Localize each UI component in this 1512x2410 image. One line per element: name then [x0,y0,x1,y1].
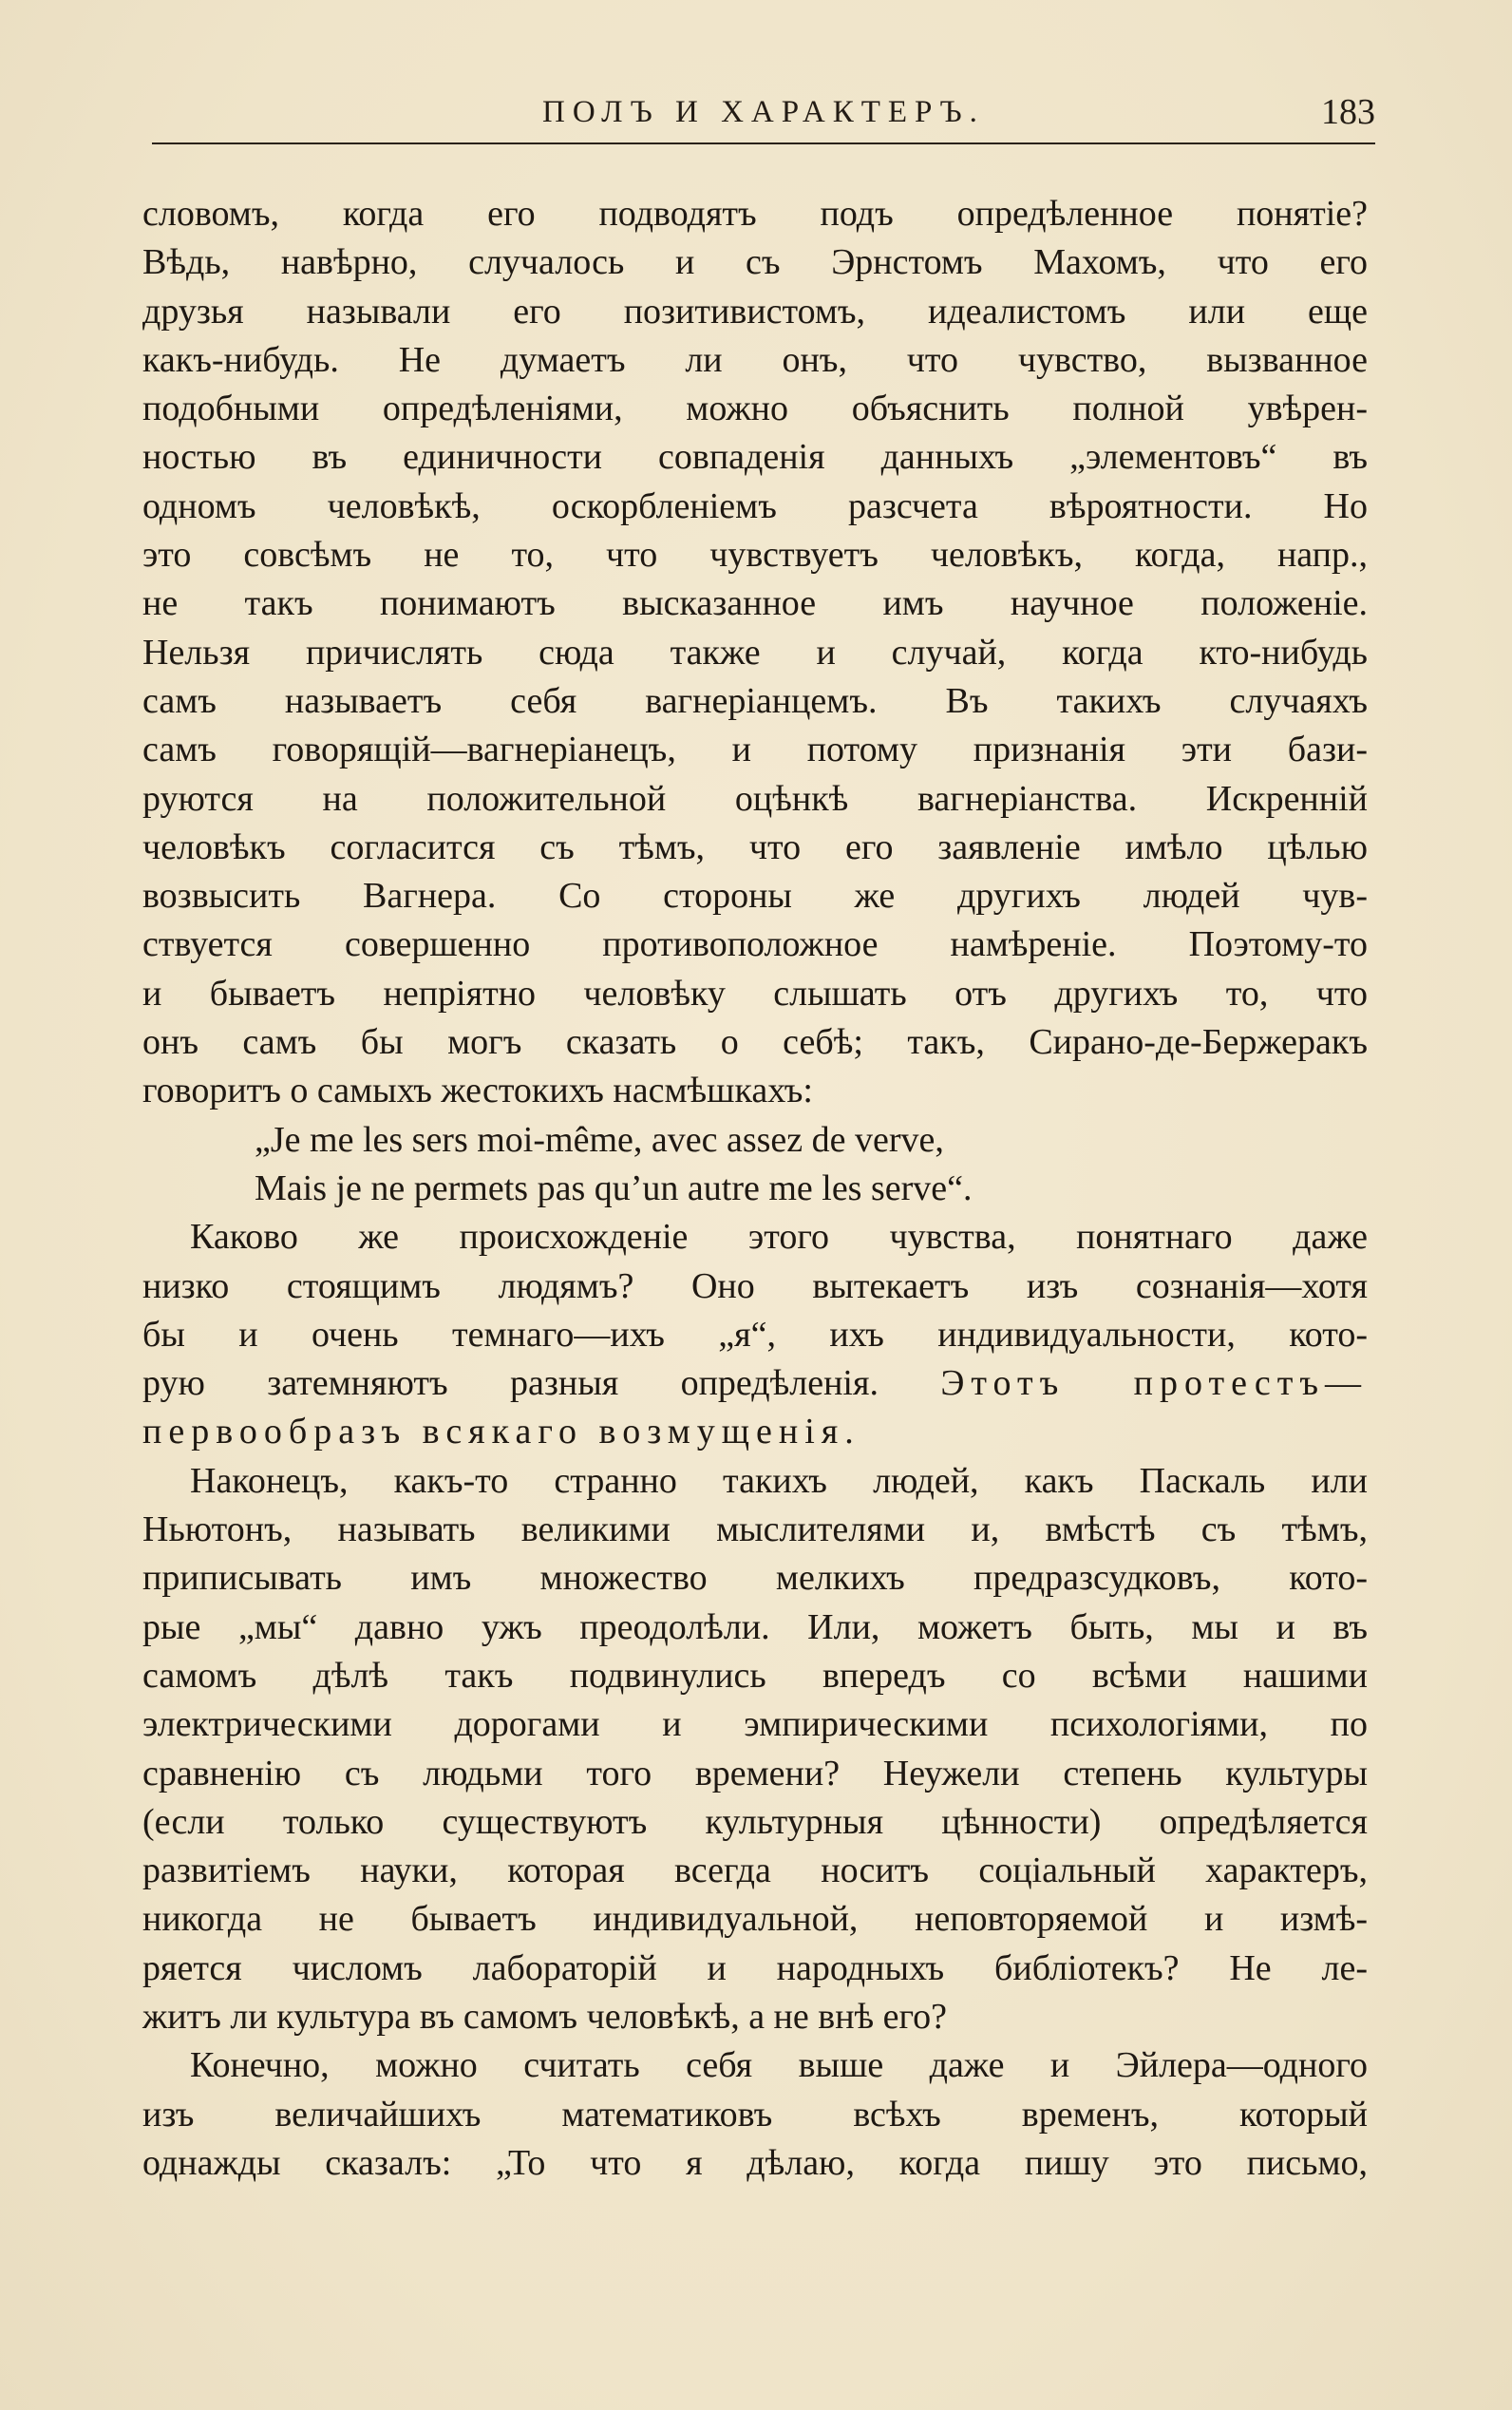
text-line: низко стоящимъ людямъ? Оно вытекаетъ изъ сознанія—хотя [142,1265,1368,1306]
text-line: житъ ли культура въ самомъ человѣкѣ, а не внѣ его? [142,1996,948,2037]
text-line: это совсѣмъ не то, что чувствуетъ человѣкъ, когда, напр., [142,535,1368,576]
verse-line: „Je me les sers moi-même, avec assez de verve, [255,1119,944,1160]
spaced-emphasis: Этотъ протестъ— [940,1363,1368,1404]
text-line: человѣкъ согласится съ тѣмъ, что его заявленіе имѣло цѣлью [142,826,1368,867]
page-body [142,190,1368,2188]
text-line: ностью въ единичности совпаденія данныхъ „элементовъ“ въ [142,437,1368,478]
page-number: 183 [1321,92,1375,132]
text-line: онъ самъ бы могъ сказать о себѣ; такъ, Сирано-де-Бержеракъ [142,1022,1368,1063]
page-header [152,91,1375,148]
verse-quotation [142,1116,1368,1214]
text-line: развитіемъ науки, которая всегда носитъ соціальный характеръ, [142,1850,1368,1891]
text-line: не такъ понимаютъ высказанное имъ научное положеніе. [142,583,1368,624]
text-line: электрическими дорогами и эмпирическими психологіями, по [142,1704,1368,1745]
text-line: Наконецъ, какъ-то странно такихъ людей, какъ Паскаль или [190,1460,1368,1501]
text-line: однажды сказалъ: „То что я дѣлаю, когда пишу это письмо, [142,2142,1368,2183]
text-line: самъ говорящій—вагнеріанецъ, и потому признанія эти бази- [142,730,1368,770]
text-line: и бываетъ непріятно человѣку слышать отъ другихъ то, что [142,973,1368,1014]
text-line: рые „мы“ давно ужъ преодолѣли. Или, можетъ быть, мы и въ [142,1606,1368,1647]
text-line: говоритъ о самыхъ жестокихъ насмѣшкахъ: [142,1071,813,1111]
text-line: бы и очень темнаго—ихъ „я“, ихъ индивидуальности, кото- [142,1314,1368,1355]
text-line: Конечно, можно считать себя выше даже и Эйлера—одного [190,2045,1368,2086]
paragraph-continuation [142,190,1368,1116]
paragraph-euler [142,2041,1368,2188]
text-line [142,1359,1368,1408]
text-line: подобными опредѣленіями, можно объяснить полной увѣрен- [142,389,1368,429]
verse-line: Mais je ne permets pas qu’un autre me les serve“. [255,1167,973,1208]
text-line: приписывать имъ множество мелкихъ предразсудковъ, кото- [142,1558,1368,1599]
text-line: Нельзя причислять сюда также и случай, когда кто-нибудь [142,632,1368,673]
running-head: ПОЛЪ И ХАРАКТЕРЪ. [542,95,985,129]
text-line: Ньютонъ, называть великими мыслителями и, вмѣстѣ съ тѣмъ, [142,1509,1368,1550]
text-line: никогда не бываетъ индивидуальной, неповторяемой и измѣ- [142,1899,1368,1940]
paragraph-pascal-newton [142,1457,1368,2042]
header-rule [152,142,1375,144]
text-line: ствуется совершенно противоположное намѣреніе. Поэтому-то [142,924,1368,965]
text-line: самъ называетъ себя вагнеріанцемъ. Въ такихъ случаяхъ [142,680,1368,721]
text-line: ряется числомъ лабораторій и народныхъ библіотекъ? Не ле- [142,1947,1368,1988]
text-line: Каково же происхожденіе этого чувства, понятнаго даже [190,1217,1368,1258]
text-line: Вѣдь, навѣрно, случалось и съ Эрнстомъ Махомъ, что его [142,242,1368,283]
text-line: первообразъ всякаго возмущенія. [142,1412,860,1452]
text-line: изъ величайшихъ математиковъ всѣхъ временъ, который [142,2094,1368,2135]
text-line: (если только существуютъ культурныя цѣнности) опредѣляется [142,1801,1368,1842]
text-line: сравненію съ людьми того времени? Неужели степень культуры [142,1753,1368,1793]
text-segment: рую затемняютъ разныя опредѣленія. [142,1363,941,1404]
text-line: самомъ дѣлѣ такъ подвинулись впередъ со всѣми нашими [142,1655,1368,1696]
text-line: словомъ, когда его подводятъ подъ опредѣленное понятіе? [142,194,1368,234]
paragraph-origin-of-feeling [142,1213,1368,1456]
text-line: руются на положительной оцѣнкѣ вагнеріанства. Искренній [142,778,1368,819]
text-line: какъ-нибудь. Не думаетъ ли онъ, что чувство, вызванное [142,339,1368,380]
text-line: возвысить Вагнера. Со стороны же другихъ людей чув- [142,876,1368,917]
text-line: одномъ человѣкѣ, оскорбленіемъ разсчета вѣроятности. Но [142,485,1368,526]
text-line: друзья называли его позитивистомъ, идеалистомъ или еще [142,291,1368,332]
